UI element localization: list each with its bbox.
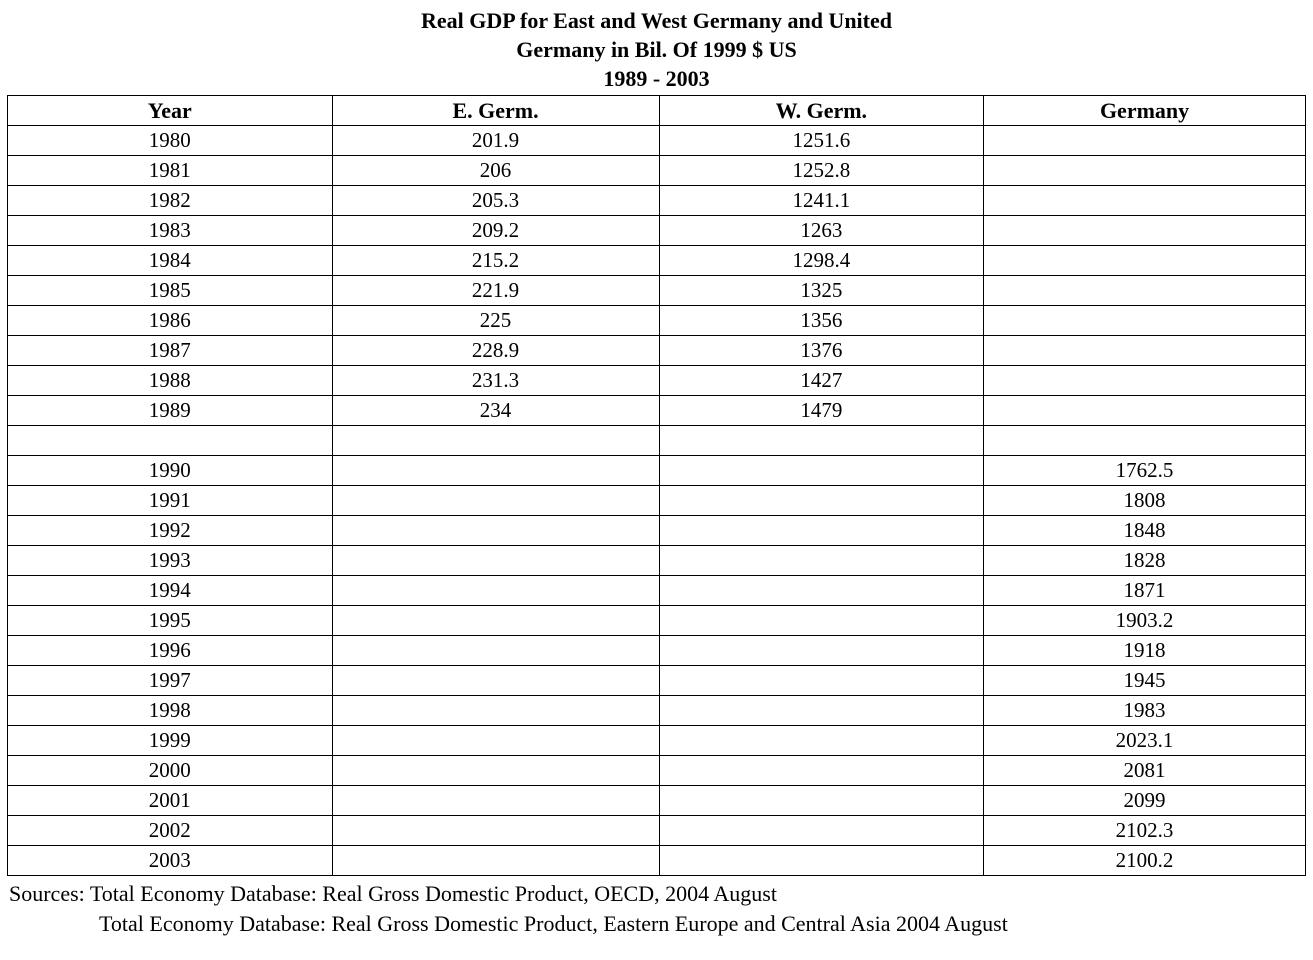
table-cell [984, 366, 1306, 396]
table-cell: 1988 [8, 366, 333, 396]
table-row [8, 726, 1306, 756]
table-cell [332, 576, 659, 606]
table-cell [659, 456, 984, 486]
title-line-3: 1989 - 2003 [603, 66, 710, 92]
table-cell: 225 [332, 306, 659, 336]
table-row [8, 126, 1306, 156]
table-cell: 2099 [984, 786, 1306, 816]
table-cell [332, 726, 659, 756]
title-line-1: Real GDP for East and West Germany and United [421, 8, 892, 33]
table-cell: 1945 [984, 666, 1306, 696]
table-cell [984, 396, 1306, 426]
table-cell: 1980 [8, 126, 333, 156]
table-cell: 1985 [8, 276, 333, 306]
table-cell [659, 756, 984, 786]
gdp-table-body [8, 126, 1306, 876]
table-cell [659, 516, 984, 546]
table-row [8, 186, 1306, 216]
table-row [8, 276, 1306, 306]
table-cell [984, 216, 1306, 246]
table-cell [984, 126, 1306, 156]
table-cell [332, 846, 659, 876]
sources-block [7, 879, 1306, 938]
table-cell: 1356 [659, 306, 984, 336]
table-row [8, 216, 1306, 246]
table-cell: 1994 [8, 576, 333, 606]
table-row [8, 456, 1306, 486]
table-cell [332, 636, 659, 666]
table-cell: 221.9 [332, 276, 659, 306]
header-row [8, 96, 1306, 126]
table-row [8, 666, 1306, 696]
table-row [8, 396, 1306, 426]
table-cell [659, 546, 984, 576]
table-cell [332, 516, 659, 546]
table-cell [984, 156, 1306, 186]
table-cell [659, 696, 984, 726]
table-cell [332, 816, 659, 846]
table-cell [659, 786, 984, 816]
table-cell: 1828 [984, 546, 1306, 576]
gdp-table [7, 95, 1306, 876]
source-line-1: Sources: Total Economy Database: Real Gross Domestic Product, OECD, 2004 August [9, 881, 777, 907]
table-cell: 1298.4 [659, 246, 984, 276]
table-cell: 1983 [984, 696, 1306, 726]
table-row [8, 606, 1306, 636]
table-cell: 1986 [8, 306, 333, 336]
table-row [8, 156, 1306, 186]
table-row [8, 366, 1306, 396]
table-cell: 1991 [8, 486, 333, 516]
column-header: W. Germ. [659, 96, 984, 126]
column-header: E. Germ. [332, 96, 659, 126]
table-cell [984, 306, 1306, 336]
table-cell: 1987 [8, 336, 333, 366]
table-cell: 1871 [984, 576, 1306, 606]
table-cell: 1981 [8, 156, 333, 186]
table-cell [659, 606, 984, 636]
source-line-2: Total Economy Database: Real Gross Domestic Product, Eastern Europe and Central Asia 2004 August [99, 910, 1008, 936]
table-cell [984, 276, 1306, 306]
table-cell: 2100.2 [984, 846, 1306, 876]
table-cell: 1995 [8, 606, 333, 636]
table-cell: 2102.3 [984, 816, 1306, 846]
table-cell [332, 756, 659, 786]
table-cell [984, 246, 1306, 276]
table-row [8, 246, 1306, 276]
column-header: Year [8, 96, 333, 126]
table-cell [659, 636, 984, 666]
table-row [8, 576, 1306, 606]
table-cell: 1996 [8, 636, 333, 666]
table-row [8, 546, 1306, 576]
table-cell: 1762.5 [984, 456, 1306, 486]
table-cell: 1999 [8, 726, 333, 756]
table-row [8, 816, 1306, 846]
table-row [8, 636, 1306, 666]
table-cell: 231.3 [332, 366, 659, 396]
table-cell: 1376 [659, 336, 984, 366]
table-cell: 1983 [8, 216, 333, 246]
table-row [8, 306, 1306, 336]
table-cell [659, 426, 984, 456]
table-cell: 201.9 [332, 126, 659, 156]
table-cell: 1984 [8, 246, 333, 276]
table-cell [8, 426, 333, 456]
table-cell: 1998 [8, 696, 333, 726]
table-cell [984, 336, 1306, 366]
table-row [8, 846, 1306, 876]
table-cell [984, 186, 1306, 216]
table-cell: 1325 [659, 276, 984, 306]
table-cell: 1992 [8, 516, 333, 546]
table-cell: 1252.8 [659, 156, 984, 186]
table-row [8, 696, 1306, 726]
table-cell: 1263 [659, 216, 984, 246]
table-cell [659, 846, 984, 876]
table-cell: 2002 [8, 816, 333, 846]
title-line-2: Germany in Bil. Of 1999 $ US [516, 37, 797, 63]
table-cell: 215.2 [332, 246, 659, 276]
table-cell [984, 426, 1306, 456]
table-cell: 1241.1 [659, 186, 984, 216]
table-cell [332, 546, 659, 576]
table-cell: 1427 [659, 366, 984, 396]
table-cell [659, 576, 984, 606]
page-title [7, 6, 1306, 93]
table-cell [332, 666, 659, 696]
table-cell [659, 726, 984, 756]
table-cell: 209.2 [332, 216, 659, 246]
table-cell [332, 456, 659, 486]
table-row [8, 426, 1306, 456]
column-header: Germany [984, 96, 1306, 126]
table-cell: 1993 [8, 546, 333, 576]
table-cell [659, 486, 984, 516]
table-cell: 1903.2 [984, 606, 1306, 636]
table-cell [332, 426, 659, 456]
table-row [8, 486, 1306, 516]
table-cell: 228.9 [332, 336, 659, 366]
table-row [8, 786, 1306, 816]
table-cell: 1997 [8, 666, 333, 696]
table-cell [332, 606, 659, 636]
table-cell [659, 816, 984, 846]
table-cell: 2001 [8, 786, 333, 816]
table-row [8, 756, 1306, 786]
table-cell: 205.3 [332, 186, 659, 216]
table-cell: 1918 [984, 636, 1306, 666]
table-cell: 1479 [659, 396, 984, 426]
table-cell: 2000 [8, 756, 333, 786]
table-cell [332, 786, 659, 816]
table-cell: 2023.1 [984, 726, 1306, 756]
table-cell [659, 666, 984, 696]
table-row [8, 336, 1306, 366]
table-cell: 1848 [984, 516, 1306, 546]
gdp-table-header [8, 96, 1306, 126]
table-cell: 1808 [984, 486, 1306, 516]
table-cell: 234 [332, 396, 659, 426]
table-cell: 1982 [8, 186, 333, 216]
table-cell: 2081 [984, 756, 1306, 786]
table-cell: 2003 [8, 846, 333, 876]
table-row [8, 516, 1306, 546]
table-cell: 1251.6 [659, 126, 984, 156]
table-cell: 1989 [8, 396, 333, 426]
table-cell [332, 696, 659, 726]
table-cell: 1990 [8, 456, 333, 486]
table-cell [332, 486, 659, 516]
table-cell: 206 [332, 156, 659, 186]
